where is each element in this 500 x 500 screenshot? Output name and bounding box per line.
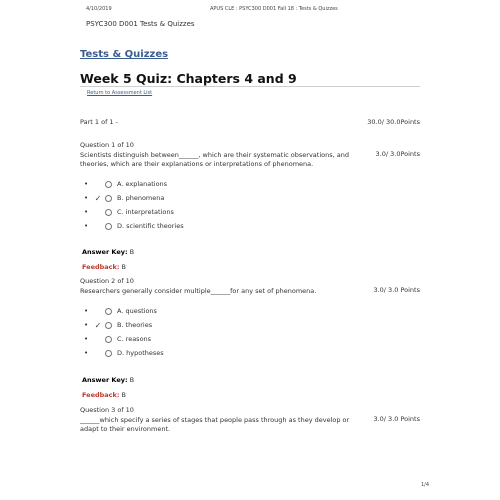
total-points: 30.0/ 30.0Points — [367, 118, 420, 126]
print-date: 4/10/2019 — [86, 6, 112, 12]
option-label: C. reasons — [117, 335, 152, 343]
question-number: Question 2 of 10 — [80, 277, 134, 285]
print-title: APUS CLE : PSYC300 D001 Fall 18 : Tests & Quizzes — [210, 6, 338, 12]
option-label: A. questions — [117, 307, 157, 315]
option-label: B. phenomena — [117, 194, 165, 202]
answer-option[interactable] — [84, 332, 384, 346]
answer-options-2 — [84, 304, 384, 360]
question-number: Question 3 of 10 — [80, 406, 134, 414]
answer-option[interactable] — [84, 346, 384, 360]
option-label: B. theories — [117, 321, 153, 329]
checkmark-icon: ✓ — [94, 193, 102, 203]
page-number: 1/4 — [420, 482, 429, 488]
feedback-value: B — [121, 391, 127, 399]
answer-option[interactable] — [84, 304, 384, 318]
course-header: PSYC300 D001 Tests & Quizzes — [86, 20, 195, 28]
question-points: 3.0/ 3.0 Points — [373, 286, 420, 294]
answer-option[interactable] — [84, 219, 384, 233]
bullet: • — [84, 222, 89, 230]
bullet: • — [84, 349, 89, 357]
bullet: • — [84, 208, 89, 216]
radio-icon[interactable] — [105, 195, 112, 202]
option-label: D. scientific theories — [117, 222, 184, 230]
option-label: A. explanations — [117, 180, 168, 188]
tests-quizzes-link[interactable]: Tests & Quizzes — [80, 49, 169, 60]
option-label: D. hypotheses — [117, 349, 164, 357]
question-points: 3.0/ 3.0 Points — [373, 415, 420, 423]
bullet: • — [84, 321, 89, 329]
bullet: • — [84, 194, 89, 202]
radio-icon[interactable] — [105, 322, 112, 329]
feedback-label: Feedback: — [82, 391, 120, 399]
answer-key-label: Answer Key: — [82, 248, 128, 256]
return-to-assessment-list-link[interactable]: Return to Assessment List — [87, 90, 153, 96]
answer-key-value: B — [129, 376, 135, 384]
quiz-title: Week 5 Quiz: Chapters 4 and 9 — [80, 71, 297, 86]
radio-icon[interactable] — [105, 181, 112, 188]
feedback-label: Feedback: — [82, 263, 120, 271]
answer-key-2 — [82, 376, 134, 384]
option-label: C. interpretations — [117, 208, 174, 216]
question-points: 3.0/ 3.0Points — [375, 150, 420, 158]
radio-icon[interactable] — [105, 350, 112, 357]
answer-option[interactable] — [84, 205, 384, 219]
radio-icon[interactable] — [105, 336, 112, 343]
part-label: Part 1 of 1 - — [80, 118, 118, 126]
bullet: • — [84, 307, 89, 315]
answer-option[interactable] — [84, 177, 384, 191]
feedback-2 — [82, 391, 126, 399]
question-number: Question 1 of 10 — [80, 141, 134, 149]
answer-key-label: Answer Key: — [82, 376, 128, 384]
answer-key-value: B — [129, 248, 135, 256]
question-text: Researchers generally consider multiple______for any set of phenomena. — [80, 287, 317, 295]
question-text: ______which specify a series of stages that people pass through as they develop or adapt to their environment. — [80, 416, 350, 433]
feedback-value: B — [121, 263, 127, 271]
feedback-1 — [82, 263, 126, 271]
answer-option[interactable] — [84, 318, 384, 332]
question-2 — [80, 277, 420, 296]
bullet: • — [84, 180, 89, 188]
radio-icon[interactable] — [105, 209, 112, 216]
answer-option[interactable] — [84, 191, 384, 205]
answer-options-1 — [84, 177, 384, 233]
radio-icon[interactable] — [105, 308, 112, 315]
question-text: Scientists distinguish between______, which are their systematic observations, and theories, which are their explanations or interpretations of phenomena. — [80, 151, 349, 168]
question-3 — [80, 406, 420, 434]
bullet: • — [84, 335, 89, 343]
question-1 — [80, 141, 420, 169]
radio-icon[interactable] — [105, 223, 112, 230]
answer-key-1 — [82, 248, 134, 256]
checkmark-icon: ✓ — [94, 320, 102, 330]
title-divider — [80, 86, 420, 87]
